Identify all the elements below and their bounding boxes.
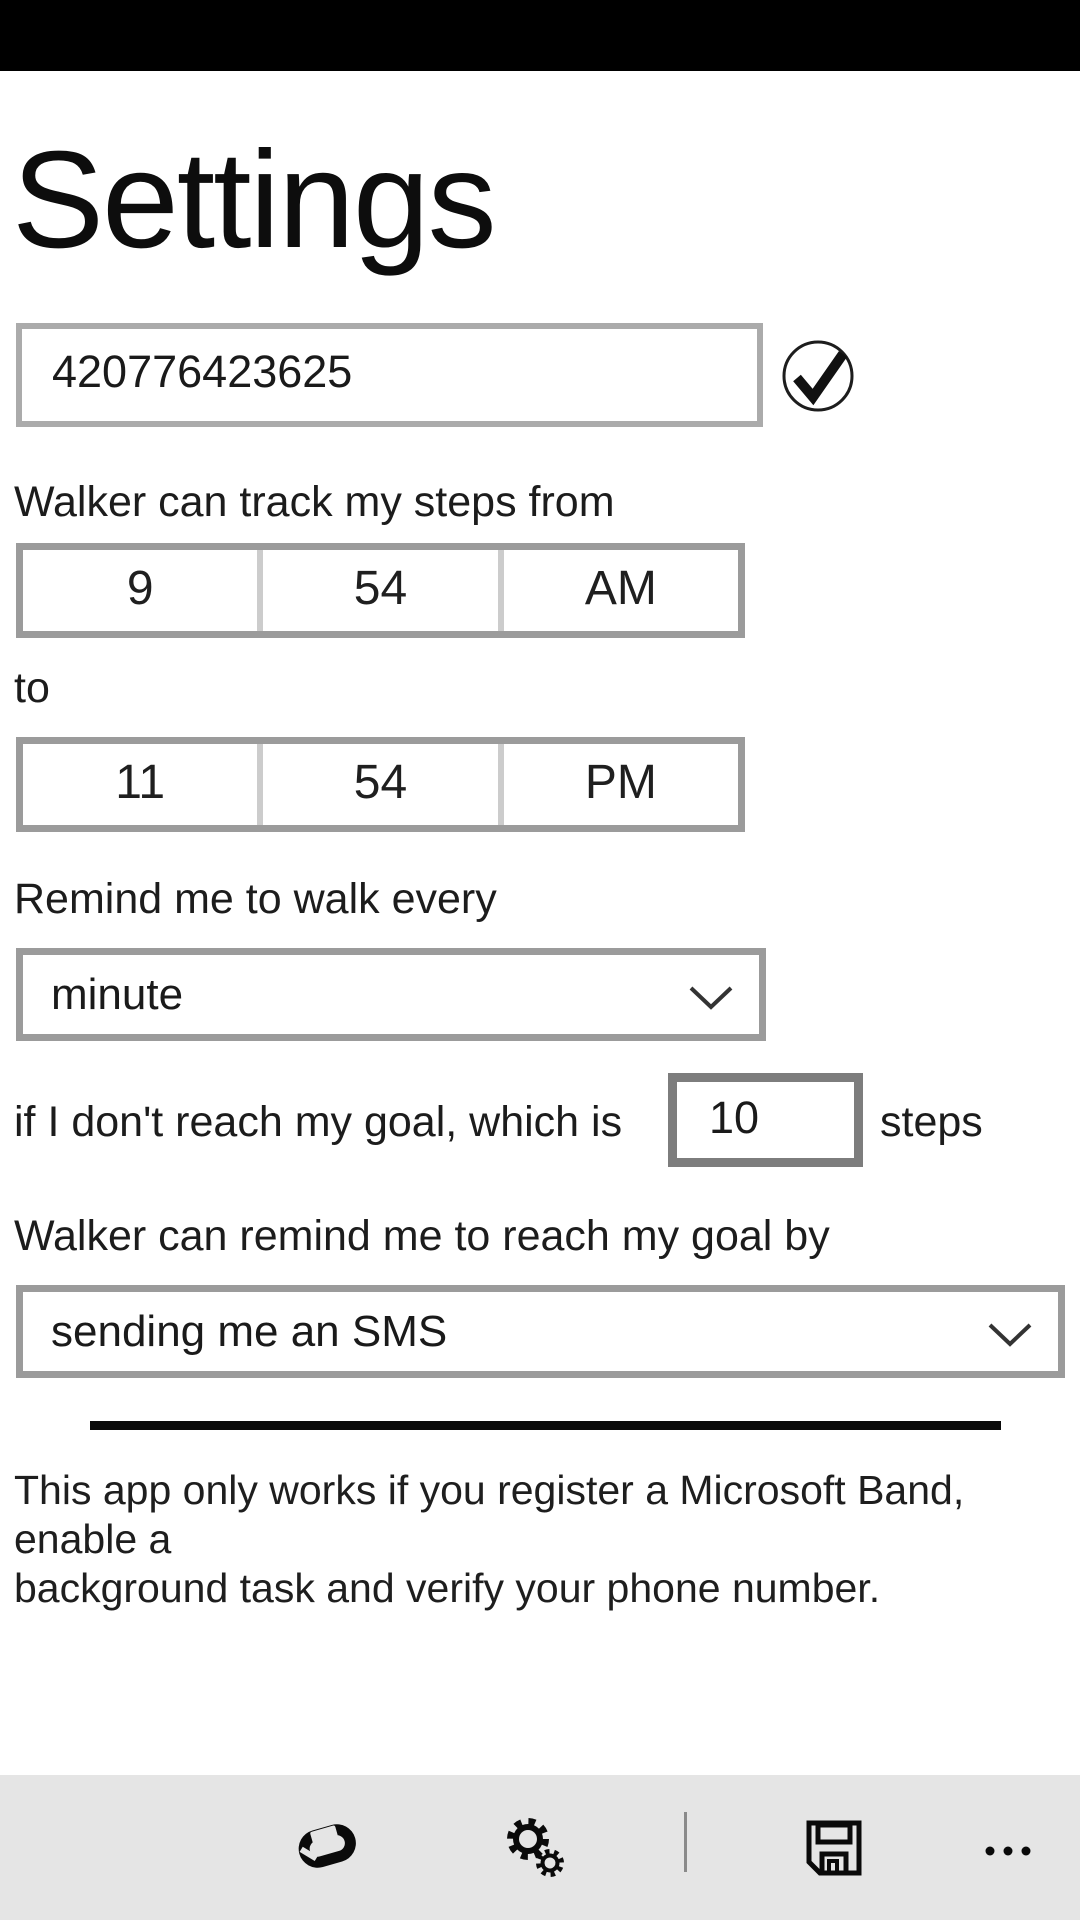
goal-steps-input[interactable] bbox=[668, 1073, 863, 1167]
note-line-2: background task and verify your phone number. bbox=[14, 1565, 881, 1611]
time-to-hour[interactable]: 11 bbox=[23, 744, 257, 825]
phone-number-value: 420776423625 bbox=[52, 346, 353, 397]
more-button[interactable] bbox=[978, 1838, 1038, 1864]
band-icon bbox=[294, 1864, 360, 1879]
method-selected-value: sending me an SMS bbox=[51, 1306, 448, 1356]
appbar-divider bbox=[684, 1812, 687, 1872]
interval-selected-value: minute bbox=[51, 969, 184, 1019]
goal-steps-value: 10 bbox=[709, 1092, 760, 1143]
page-title: Settings bbox=[12, 123, 495, 277]
note-line-1: This app only works if you register a Microsoft Band, enable a bbox=[14, 1467, 965, 1562]
chevron-down-icon bbox=[988, 1309, 1032, 1359]
section-divider bbox=[90, 1421, 1001, 1430]
remind-method-label: Walker can remind me to reach my goal by bbox=[14, 1212, 830, 1260]
status-bar bbox=[0, 0, 1080, 71]
verify-phone-button[interactable] bbox=[779, 337, 857, 415]
background-task-button[interactable] bbox=[501, 1813, 571, 1883]
time-to-picker[interactable] bbox=[16, 737, 745, 832]
app-requirements-note bbox=[14, 1466, 1044, 1613]
tracking-label: Walker can track my steps from bbox=[14, 478, 615, 526]
band-button[interactable] bbox=[294, 1818, 360, 1876]
checkmark-icon bbox=[779, 403, 857, 418]
chevron-down-icon bbox=[689, 972, 733, 1022]
interval-dropdown[interactable] bbox=[16, 948, 766, 1041]
time-from-picker[interactable] bbox=[16, 543, 745, 638]
ellipsis-icon bbox=[980, 1849, 1036, 1864]
goal-prefix-label: if I don't reach my goal, which is bbox=[14, 1098, 623, 1146]
time-to-period[interactable]: PM bbox=[504, 744, 738, 825]
remind-interval-label: Remind me to walk every bbox=[14, 875, 497, 923]
method-dropdown[interactable] bbox=[16, 1285, 1065, 1378]
save-button[interactable] bbox=[804, 1818, 864, 1878]
time-from-period[interactable]: AM bbox=[504, 550, 738, 631]
goal-suffix-label: steps bbox=[880, 1098, 983, 1146]
to-label: to bbox=[14, 664, 50, 712]
time-to-minute[interactable]: 54 bbox=[263, 744, 497, 825]
gears-icon bbox=[501, 1871, 571, 1886]
time-from-hour[interactable]: 9 bbox=[23, 550, 257, 631]
save-icon bbox=[804, 1866, 864, 1881]
time-from-minute[interactable]: 54 bbox=[263, 550, 497, 631]
phone-number-input[interactable] bbox=[16, 323, 763, 427]
